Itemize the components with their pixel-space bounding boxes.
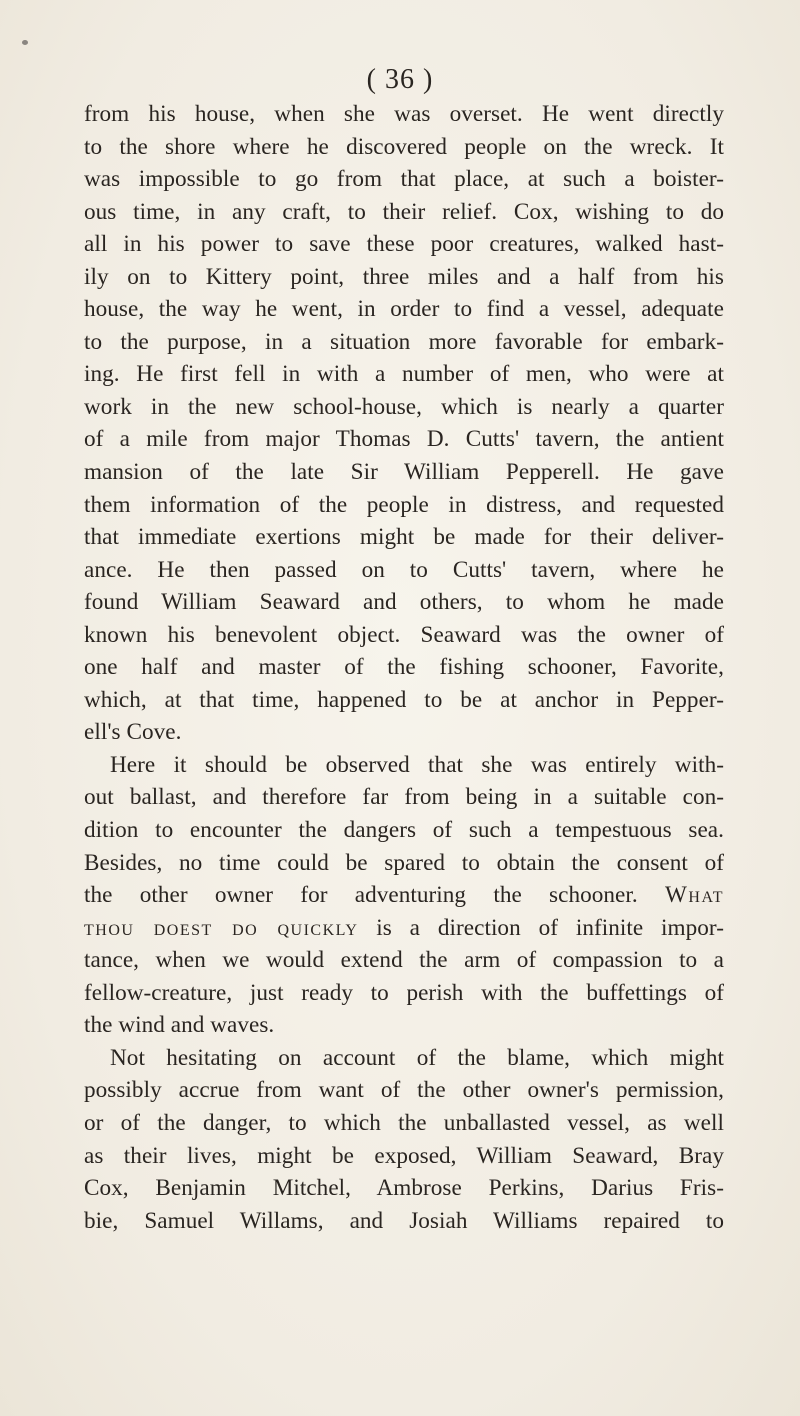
- text-line: Besides, no time could be spared to obtain the consent of: [84, 849, 724, 876]
- text-line: them information of the people in distress, and requested: [84, 491, 724, 518]
- text-segment: is a direction of infinite impor-: [376, 914, 724, 941]
- text-line: which, at that time, happened to be at anchor in Pepper-: [84, 686, 724, 713]
- ink-speck: [22, 40, 28, 45]
- text-segment: the other owner for adventuring the schooner.: [84, 882, 638, 909]
- page-number: ( 36 ): [366, 64, 434, 95]
- text-line: ily on to Kittery point, three miles and a half from his: [84, 263, 724, 290]
- text-line: possibly accrue from want of the other owner's permission,: [84, 1077, 724, 1104]
- text-line: ing. He first fell in with a number of men, who were at: [84, 361, 724, 388]
- text-line: dition to encounter the dangers of such a tempestuous sea.: [84, 817, 724, 844]
- body-text: [84, 98, 724, 1237]
- text-line: as their lives, might be exposed, William Seaward, Bray: [84, 1142, 724, 1169]
- smallcaps-what: What: [665, 882, 724, 909]
- text-line: from his house, when she was overset. He went directly: [84, 101, 724, 127]
- text-line: Here it should be observed that she was entirely with-: [110, 751, 724, 778]
- text-line: tance, when we would extend the arm of compassion to a: [84, 947, 724, 974]
- text-line: was impossible to go from that place, at such a boister-: [84, 166, 724, 193]
- text-line: bie, Samuel Willams, and Josiah Williams repaired to: [84, 1207, 724, 1234]
- text-line: one half and master of the fishing schooner, Favorite,: [84, 654, 724, 681]
- text-line: of a mile from major Thomas D. Cutts' tavern, the antient: [84, 426, 724, 453]
- text-line: ous time, in any craft, to their relief. Cox, wishing to do: [84, 198, 724, 225]
- text-line: out ballast, and therefore far from being in a suitable con-: [84, 784, 724, 811]
- text-line: or of the danger, to which the unballasted vessel, as well: [84, 1109, 724, 1136]
- text-line: Not hesitating on account of the blame, which might: [110, 1044, 724, 1071]
- text-line: Cox, Benjamin Mitchel, Ambrose Perkins, Darius Fris-: [84, 1175, 724, 1202]
- text-line: that immediate exertions might be made for their deliver-: [84, 524, 724, 551]
- text-line: work in the new school-house, which is nearly a quarter: [84, 393, 724, 420]
- text-line: the wind and waves.: [84, 1012, 275, 1039]
- text-line: mansion of the late Sir William Pepperell. He gave: [84, 459, 724, 486]
- text-line: [84, 879, 724, 912]
- smallcaps-phrase: thou doest do quickly: [84, 914, 359, 941]
- text-line: found William Seaward and others, to whom he made: [84, 589, 724, 616]
- text-line: known his benevolent object. Seaward was the owner of: [84, 621, 724, 648]
- text-line: ell's Cove.: [84, 719, 182, 746]
- text-line: [84, 912, 724, 945]
- text-line: all in his power to save these poor creatures, walked hast-: [84, 231, 724, 258]
- text-line: to the purpose, in a situation more favorable for embark-: [84, 328, 724, 355]
- text-line: house, the way he went, in order to find a vessel, adequate: [84, 296, 724, 323]
- text-line: fellow-creature, just ready to perish with the buffettings of: [84, 979, 724, 1006]
- text-line: ance. He then passed on to Cutts' tavern, where he: [84, 556, 724, 583]
- text-line: to the shore where he discovered people on the wreck. It: [84, 133, 724, 160]
